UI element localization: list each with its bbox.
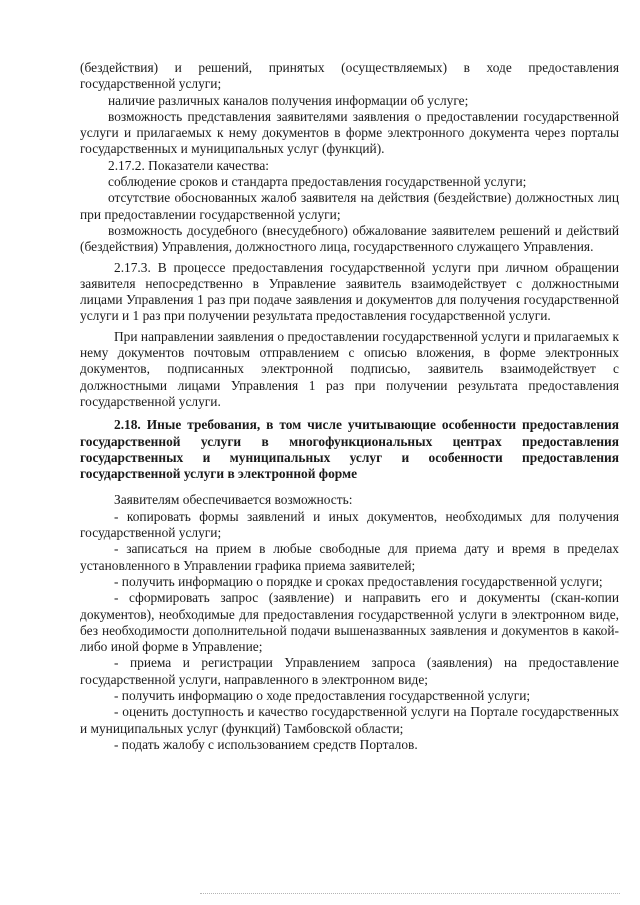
paragraph-7: возможность досудебного (внесудебного) обжалование заявителем решений и действий (бездействия) Управления, должностного лица, государственного служащего Управления. bbox=[80, 222, 619, 255]
scan-artifact-line bbox=[200, 893, 620, 895]
paragraph-2: наличие различных каналов получения информации об услуге; bbox=[108, 92, 469, 108]
section-2-17-3: 2.17.3. В процессе предоставления государственной услуги при личном обращении заявителя непосредственно в Управление заявитель взаимодействует с должностными лицами Управления 1 раз при подаче заявления и документов для получения государственной услуги и 1 раз при получении результата предоставления государственной услуги. bbox=[80, 259, 619, 324]
list-item: - приема и регистрации Управлением запроса (заявления) на предоставление государственной услуги, направленного в электронном виде; bbox=[80, 655, 619, 687]
list-item: - получить информацию о порядке и сроках предоставления государственной услуги; bbox=[114, 573, 603, 589]
list-item: - сформировать запрос (заявление) и направить его и документы (скан-копии документов), необходимые для предоставления государственной услуги в электронном виде, без необходимости дополнительной подачи вышеназванных заявления и документов в какой-либо иной форме в Управление; bbox=[80, 590, 619, 655]
paragraph-6: отсутствие обоснованных жалоб заявителя на действия (бездействие) должностных лиц при предоставлении государственной услуги; bbox=[80, 190, 619, 222]
paragraph-5: соблюдение сроков и стандарта предоставления государственной услуги; bbox=[108, 174, 527, 190]
list-item: - подать жалобу с использованием средств Порталов. bbox=[114, 736, 418, 752]
paragraph-9: При направлении заявления о предоставлении государственной услуги и прилагаемых к нему документов почтовым отправлением с описью вложения, в форме электронных документов, подписанных электронной подписью, заявитель взаимодействует с должностными лицами Управления 1 раз при получении результата предоставления государственной услуги. bbox=[80, 328, 619, 409]
list-item: - копировать формы заявлений и иных документов, необходимых для получения государственной услуги; bbox=[80, 508, 619, 541]
list-intro: Заявителям обеспечивается возможность: bbox=[114, 492, 353, 508]
paragraph-1: (бездействия) и решений, принятых (осуществляемых) в ходе предоставления государственной услуги; bbox=[80, 60, 619, 92]
list-item: - получить информацию о ходе предоставления государственной услуги; bbox=[114, 687, 531, 703]
list-item: - записаться на прием в любые свободные для приема дату и время в пределах установленного в Управлении графика приема заявителей; bbox=[80, 541, 619, 573]
section-2-18-heading: 2.18. Иные требования, в том числе учитывающие особенности предоставления государственной услуги в многофункциональных центрах предоставления государственных и муниципальных услуг и особенности предоставления государственной услуги в электронной форме bbox=[80, 417, 619, 482]
paragraph-3: возможность представления заявителями заявления о предоставлении государственной услуги и прилагаемых к нему документов в форме электронного документа через порталы государственных и муниципальных услуг (функций). bbox=[80, 108, 619, 157]
section-2-17-2-title: 2.17.2. Показатели качества: bbox=[108, 157, 269, 173]
list-item: - оценить доступность и качество государственной услуги на Портале государственных и муниципальных услуг (функций) Тамбовской области; bbox=[80, 704, 619, 736]
